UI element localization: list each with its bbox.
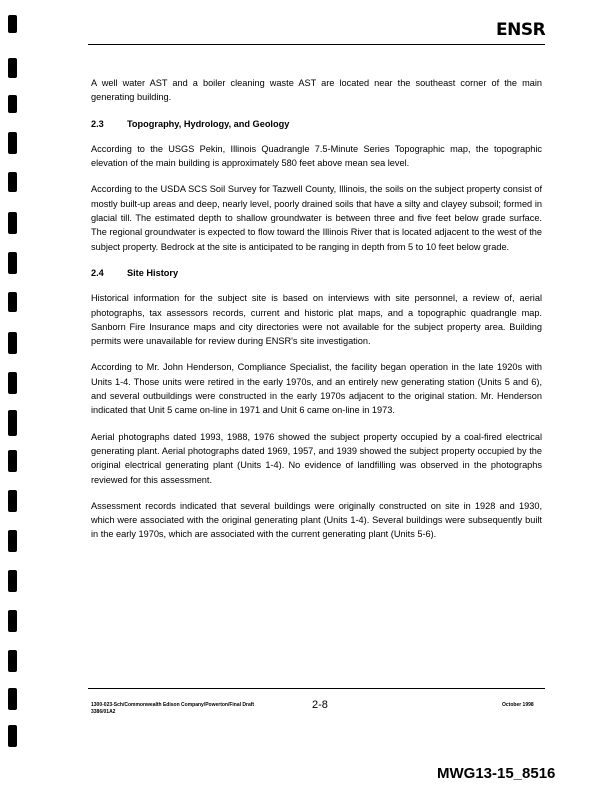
binder-mark [8, 212, 17, 234]
binder-mark [8, 15, 17, 33]
paragraph: Historical information for the subject site is based on interviews with site personnel, a review of, aerial photographs, tax assessors records, current and historic plat maps, and a topographic quadrangle map. Sanborn Fire Insurance maps and city directories were not available for the subject property area. Building permits were unavailable for review during ENSR's site investigation. [91, 293, 542, 347]
binder-mark [8, 570, 17, 592]
footer-project-line: 1300-023-Sch/Commonwealth Edison Company/Powerton/Final Draft [91, 702, 255, 708]
document-body [91, 76, 542, 554]
company-logo: ENSR [496, 20, 546, 40]
binder-mark [8, 95, 17, 113]
footer-rule [88, 688, 545, 689]
bates-number: MWG13-15_8516 [437, 765, 556, 782]
binder-mark [8, 410, 17, 436]
binder-mark [8, 688, 17, 710]
paragraph: According to the USGS Pekin, Illinois Quadrangle 7.5-Minute Series Topographic map, the topographic elevation of the main building is approximately 580 feet above mean sea level. [91, 143, 542, 169]
paragraph: Assessment records indicated that several buildings were originally constructed on site in 1928 and 1930, which were associated with the original generating plant (Units 1-4). Several buildings were subsequently built in the early 1970s, which are associated with the current generating plant (Units 5-6). [91, 500, 542, 540]
binder-mark [8, 332, 17, 354]
binder-mark [8, 610, 17, 632]
paragraph: Aerial photographs dated 1993, 1988, 1976 showed the subject property occupied by a coal-fired electrical generating plant. Aerial photographs dated 1969, 1957, and 1939 showed the subject property occupied by the original electrical generating plant (Units 1-4). No evidence of landfilling was observed in the photographs reviewed for this assessment. [91, 431, 542, 485]
section-title: Topography, Hydrology, and Geology [127, 118, 290, 129]
header-rule [88, 44, 545, 45]
section-heading-2-4 [91, 266, 542, 280]
binder-mark [8, 132, 17, 154]
binder-mark [8, 450, 17, 472]
footer-date: October 1998 [502, 702, 534, 708]
binder-mark [8, 650, 17, 672]
binder-mark [8, 252, 17, 274]
section-heading-2-3 [91, 117, 542, 131]
binder-mark [8, 490, 17, 512]
binder-mark [8, 530, 17, 552]
binder-mark [8, 292, 17, 312]
intro-paragraph: A well water AST and a boiler cleaning waste AST are located near the southeast corner of the main generating building. [91, 78, 542, 103]
section-number: 2.3 [91, 118, 104, 129]
paragraph: According to Mr. John Henderson, Compliance Specialist, the facility began operation in the late 1920s with Units 1-4. Those units were retired in the early 1970s, and an entirely new generating station (Units 5 and 6), and several outbuildings were constructed in the early 1970s adjacent to the original station. Mr. Henderson indicated that Unit 5 came on-line in 1971 and Unit 6 came on-line in 1973. [91, 362, 542, 416]
footer-document-info [91, 702, 254, 716]
binder-mark [8, 372, 17, 394]
page-number: 2-8 [312, 699, 328, 711]
binder-mark [8, 58, 17, 78]
binder-mark [8, 725, 17, 747]
section-title: Site History [127, 267, 179, 278]
paragraph: According to the USDA SCS Soil Survey for Tazwell County, Illinois, the soils on the subject property consist of mostly built-up areas and deep, nearly level, poorly drained soils that have a silty and clayey subsoil; formed in glacial till. The estimated depth to shallow groundwater is between three and five feet below grade surface. The regional groundwater is expected to flow toward the Illinois River that is located adjacent to the west of the subject property. Bedrock at the site is anticipated to be ranging in depth from 5 to 10 feet below grade. [91, 184, 542, 252]
binder-mark [8, 172, 17, 192]
section-number: 2.4 [91, 267, 104, 278]
footer-file-code: 3386/01A2 [91, 709, 116, 715]
